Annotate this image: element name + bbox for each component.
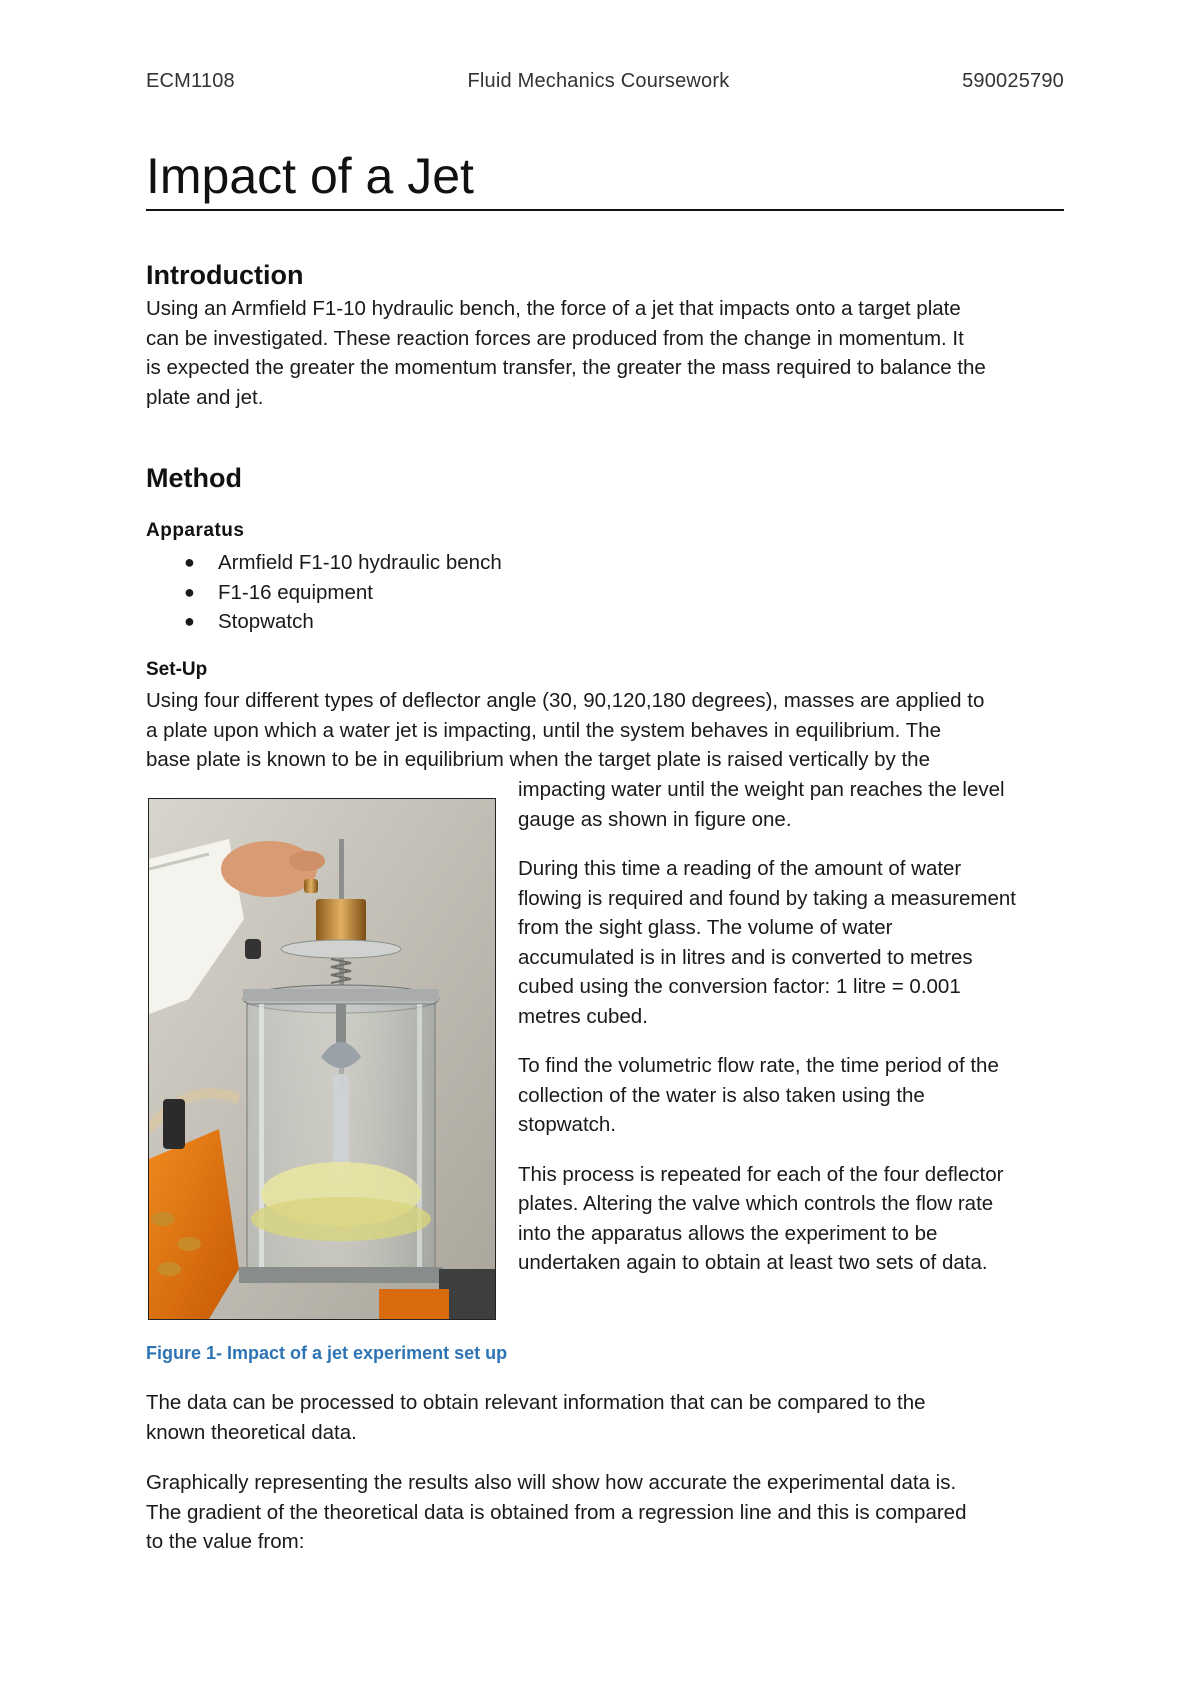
introduction-heading: Introduction [146, 260, 304, 290]
introduction-paragraph [146, 294, 1064, 412]
document-title: Impact of a Jet [146, 146, 1064, 211]
experiment-photo [148, 798, 496, 1320]
setup-paragraph-continued: impacting water until the weight pan reaches the level gauge as shown in figure one. [518, 778, 1005, 831]
list-item: ● Stopwatch [146, 607, 502, 637]
text-line: can be investigated. These reaction forces are produced from the change in momentum. It [146, 326, 964, 350]
text-line: plate and jet. [146, 385, 264, 409]
text-line: Using an Armfield F1-10 hydraulic bench, the force of a jet that impacts onto a target plate [146, 297, 961, 320]
list-item: ● F1-16 equipment [146, 578, 502, 608]
setup-paragraph [146, 686, 1064, 775]
bullet-icon: ● [184, 581, 195, 602]
header-student-id: 590025790 [962, 70, 1064, 92]
method-heading: Method [146, 463, 242, 493]
data-processing-paragraph: The data can be processed to obtain relevant information that can be compared to the known theoretical data. [146, 1391, 926, 1444]
repeat-process-paragraph: This process is repeated for each of the four deflector plates. Altering the valve which controls the flow rate into the apparatus allows the experiment to be undertaken again to obtain at least two sets of data. [518, 1162, 1004, 1274]
text-line: a plate upon which a water jet is impacting, until the system behaves in equilibrium. The [146, 718, 941, 742]
water-reading-paragraph: During this time a reading of the amount of water flowing is required and found by taking a measurement from the sight glass. The volume of water accumulated is in litres and is converted to metres cubed using the conversion factor: 1 litre = 0.001 metres cubed. [518, 857, 1016, 1028]
bullet-icon: ● [184, 611, 195, 631]
text-line: is expected the greater the momentum transfer, the greater the mass required to balance the [146, 356, 986, 379]
setup-heading: Set-Up [146, 659, 208, 680]
header-course-code: ECM1108 [146, 70, 235, 92]
text-line: Using four different types of deflector angle (30, 90,120,180 degrees), masses are applied to [146, 689, 985, 712]
running-header [146, 70, 1064, 93]
flow-rate-paragraph: To find the volumetric flow rate, the time period of the collection of the water is also taken using the stopwatch. [518, 1054, 999, 1136]
text-line: base plate is known to be in equilibrium when the target plate is raised vertically by the [146, 748, 930, 771]
list-item: ● Armfield F1-10 hydraulic bench [146, 548, 502, 578]
apparatus-heading: Apparatus [146, 520, 245, 541]
setup-right-column [518, 775, 1066, 1298]
figure-caption: Figure 1- Impact of a jet experiment set up [146, 1343, 508, 1363]
header-course-title: Fluid Mechanics Coursework [467, 70, 730, 92]
apparatus-list [146, 548, 502, 637]
graphical-results-paragraph: Graphically representing the results also will show how accurate the experimental data is. The gradient of the theoretical data is obtained from a regression line and this is compared to the value from: [146, 1471, 967, 1553]
bullet-icon: ● [184, 552, 195, 572]
